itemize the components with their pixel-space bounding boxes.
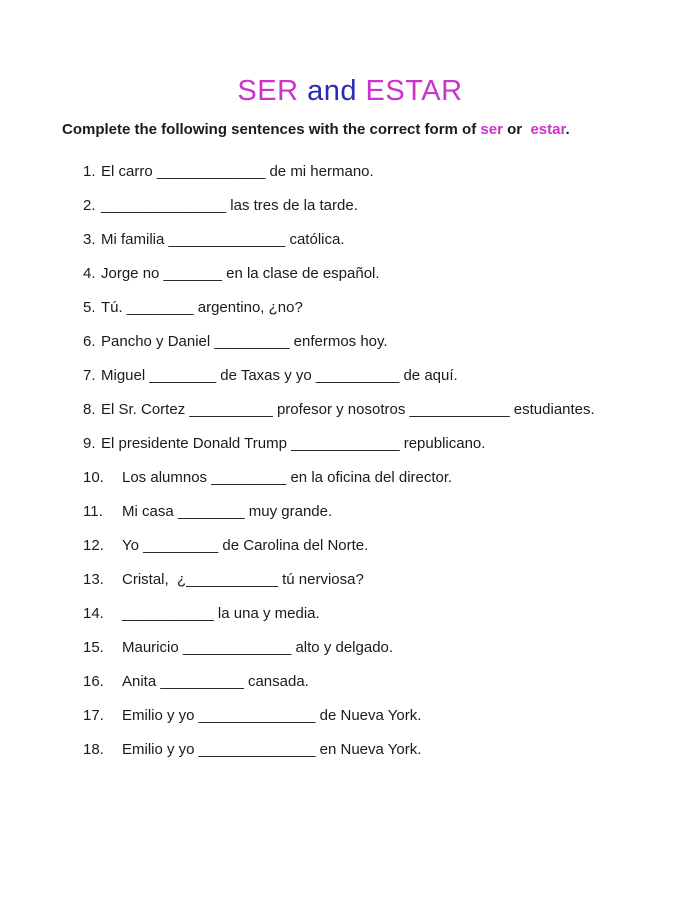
instructions-estar: estar <box>530 121 566 138</box>
worksheet-item-2 <box>83 196 700 230</box>
page-title <box>0 0 700 108</box>
item-sentence: Cristal, ¿___________ tú nerviosa? <box>122 571 364 588</box>
item-number: 15. <box>83 639 104 656</box>
worksheet-item-10 <box>83 468 700 502</box>
item-number: 13. <box>83 571 104 588</box>
title-and: and <box>298 75 366 107</box>
instructions-line <box>62 121 700 138</box>
item-sentence: Anita __________ cansada. <box>122 673 309 690</box>
item-sentence: Mi familia ______________ católica. <box>101 231 345 248</box>
item-number: 12. <box>83 537 104 554</box>
item-number: 17. <box>83 707 104 724</box>
title-estar: ESTAR <box>365 75 463 107</box>
item-number: 7. <box>83 367 96 384</box>
worksheet-item-13 <box>83 570 700 604</box>
instructions-period: . <box>565 121 570 138</box>
item-sentence: Emilio y yo ______________ en Nueva York. <box>122 741 422 758</box>
item-number: 16. <box>83 673 104 690</box>
item-number: 9. <box>83 435 96 452</box>
item-sentence: Emilio y yo ______________ de Nueva York. <box>122 707 422 724</box>
item-sentence: Mi casa ________ muy grande. <box>122 503 333 520</box>
worksheet-item-3 <box>83 230 700 264</box>
item-sentence: Yo _________ de Carolina del Norte. <box>122 537 369 554</box>
item-sentence: Tú. ________ argentino, ¿no? <box>101 299 303 316</box>
item-sentence: Miguel ________ de Taxas y yo __________ de aquí. <box>101 367 458 384</box>
item-sentence: Mauricio _____________ alto y delgado. <box>122 639 394 656</box>
item-number: 6. <box>83 333 96 350</box>
sentence-list <box>83 162 700 774</box>
item-number: 14. <box>83 605 104 622</box>
worksheet-item-7 <box>83 366 700 400</box>
worksheet-item-6 <box>83 332 700 366</box>
item-number: 8. <box>83 401 96 418</box>
item-number: 4. <box>83 265 96 282</box>
item-sentence: ___________ la una y media. <box>122 605 320 622</box>
worksheet-item-4 <box>83 264 700 298</box>
worksheet-item-18 <box>83 740 700 774</box>
worksheet-item-16 <box>83 672 700 706</box>
item-number: 5. <box>83 299 96 316</box>
item-number: 2. <box>83 197 96 214</box>
item-number: 3. <box>83 231 96 248</box>
item-sentence: El presidente Donald Trump _____________ republicano. <box>101 435 486 452</box>
item-number: 18. <box>83 741 104 758</box>
worksheet-item-17 <box>83 706 700 740</box>
item-sentence: Los alumnos _________ en la oficina del director. <box>122 469 453 486</box>
instructions-or: or <box>502 121 531 138</box>
item-number: 1. <box>83 163 96 180</box>
instructions-prefix: Complete the following sentences with the correct form of <box>62 121 481 138</box>
worksheet-item-14 <box>83 604 700 638</box>
worksheet-item-12 <box>83 536 700 570</box>
item-number: 11. <box>83 503 103 520</box>
item-sentence: Pancho y Daniel _________ enfermos hoy. <box>101 333 388 350</box>
item-sentence: El carro _____________ de mi hermano. <box>101 163 374 180</box>
worksheet-item-5 <box>83 298 700 332</box>
item-sentence: El Sr. Cortez __________ profesor y nosotros ____________ estudiantes. <box>101 401 595 418</box>
item-sentence: Jorge no _______ en la clase de español. <box>101 265 380 282</box>
worksheet-item-9 <box>83 434 700 468</box>
item-number: 10. <box>83 469 104 486</box>
title-ser: SER <box>237 75 299 107</box>
item-sentence: _______________ las tres de la tarde. <box>101 197 358 214</box>
worksheet-item-15 <box>83 638 700 672</box>
worksheet-item-1 <box>83 162 700 196</box>
worksheet-item-11 <box>83 502 700 536</box>
instructions-ser: ser <box>480 121 503 138</box>
worksheet-item-8 <box>83 400 700 434</box>
